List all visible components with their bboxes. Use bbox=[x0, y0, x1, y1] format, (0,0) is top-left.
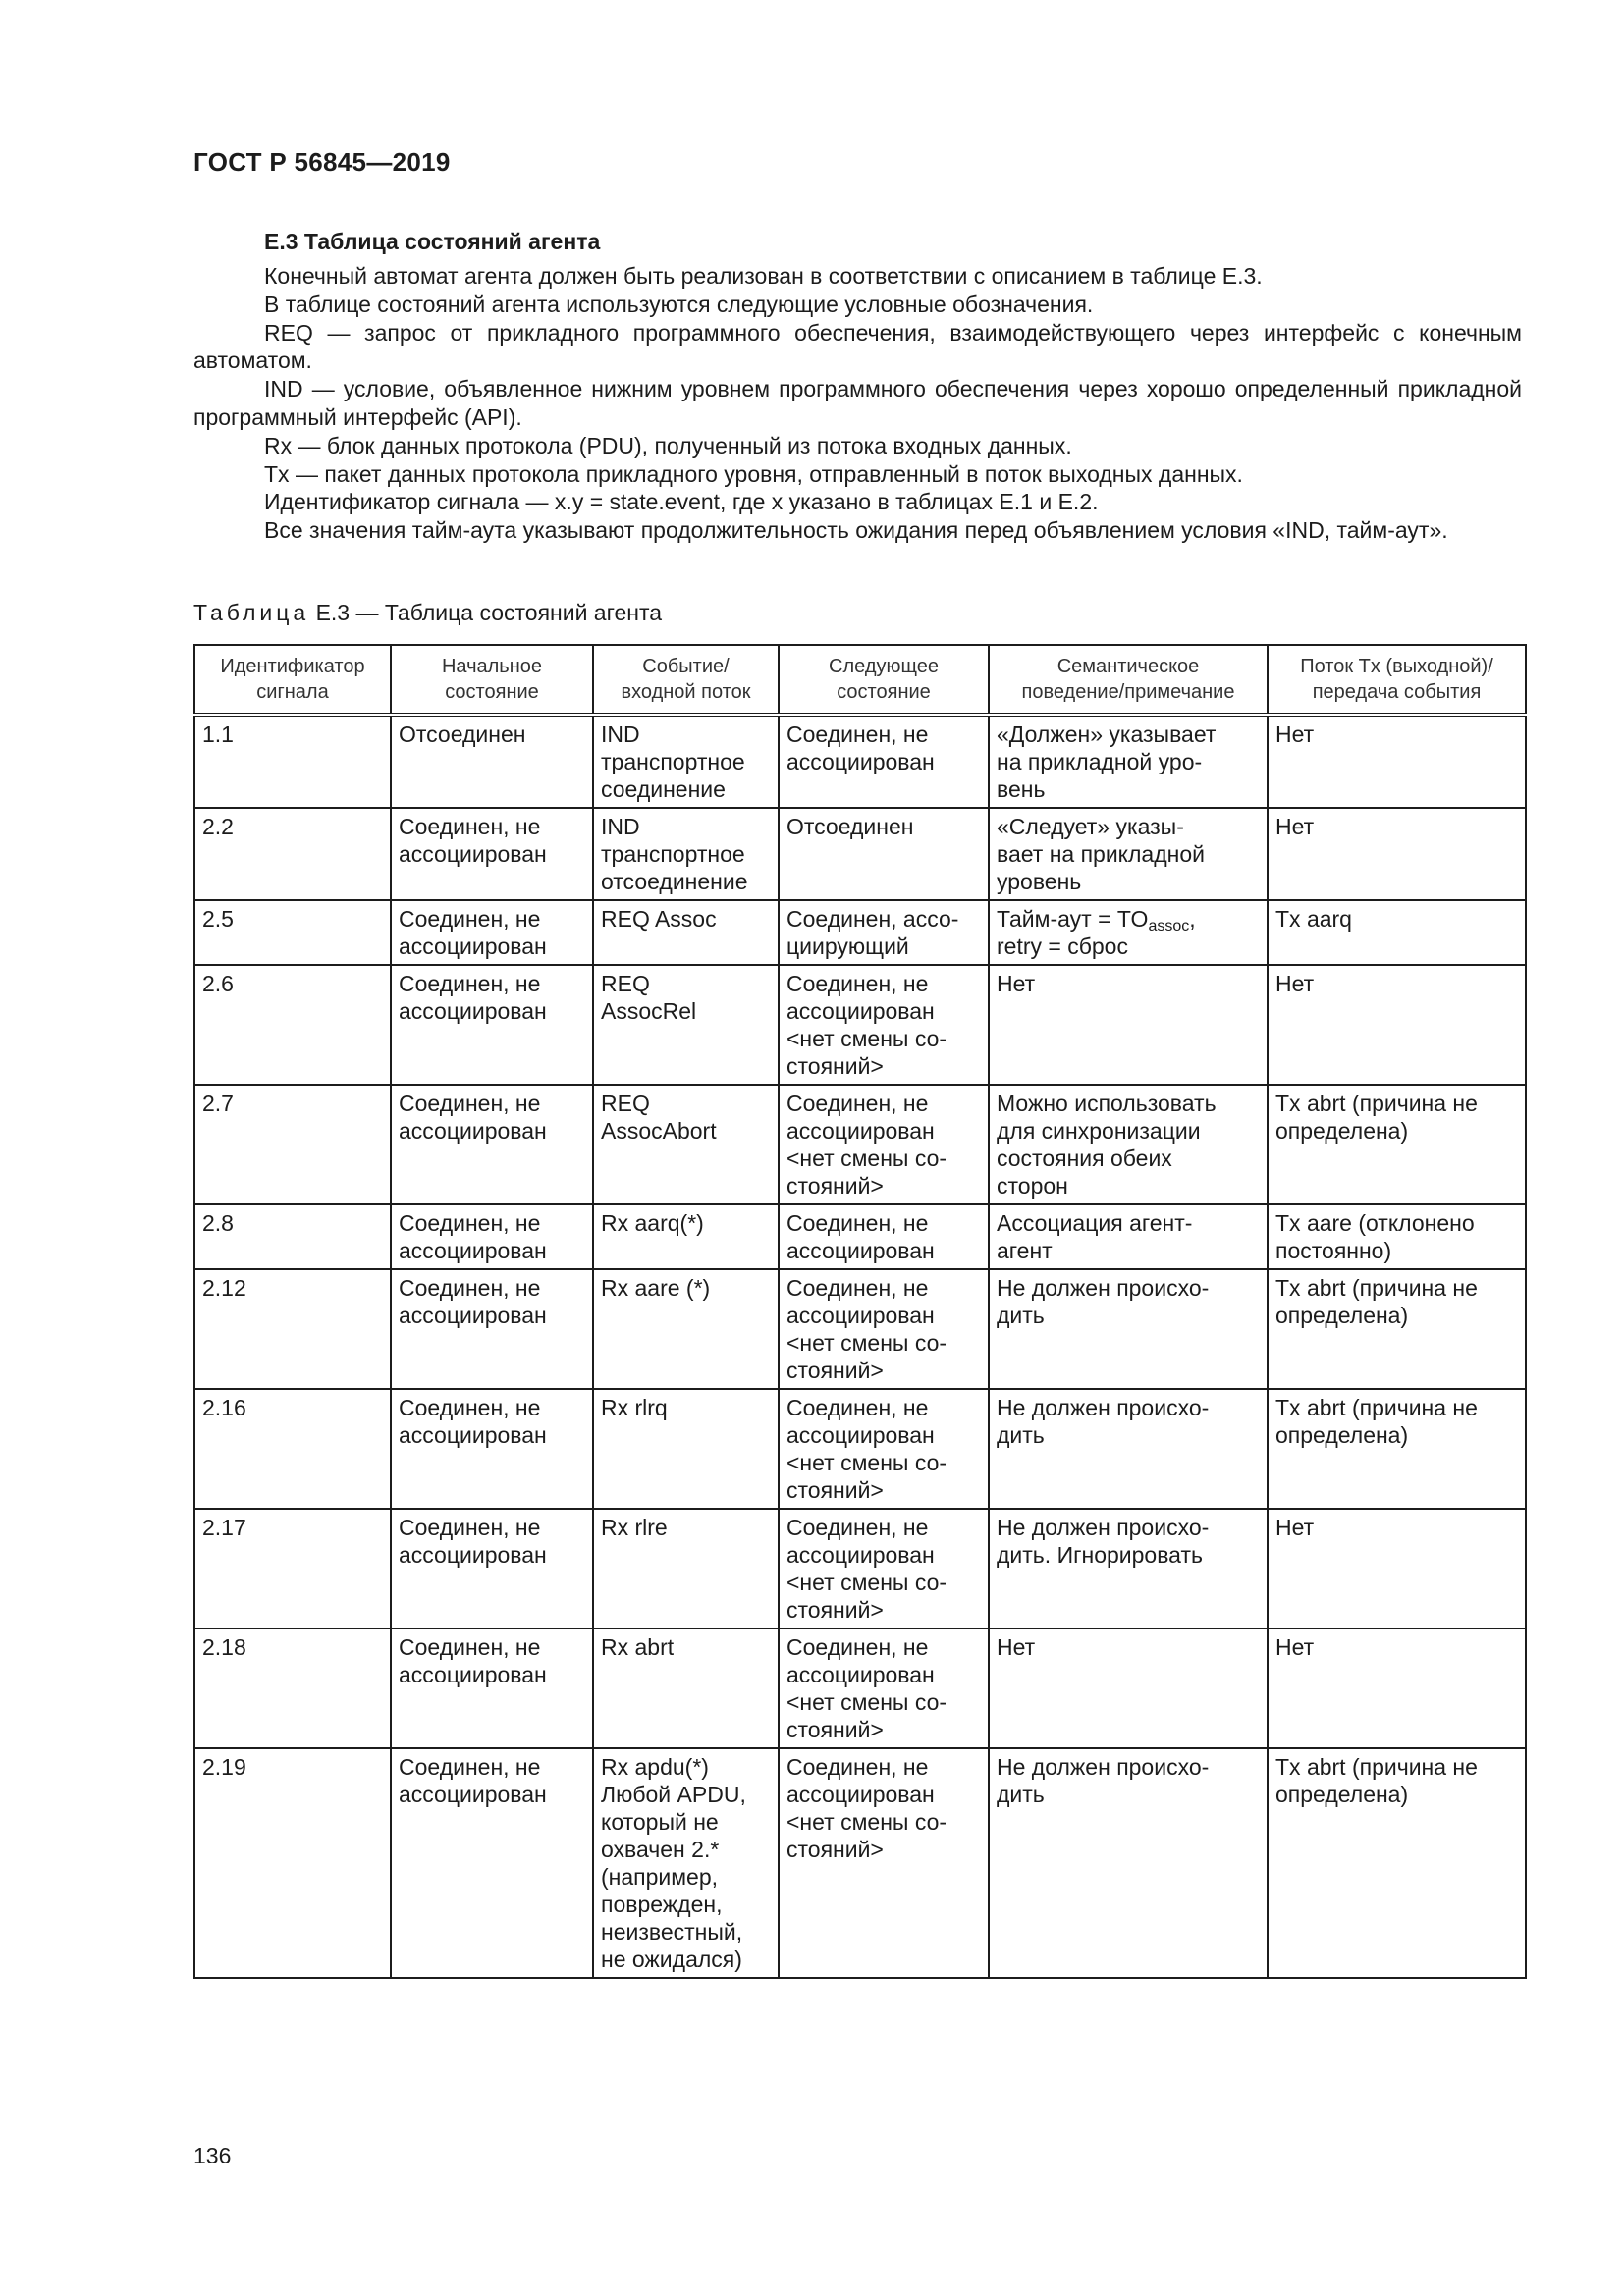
table-cell bbox=[593, 1748, 779, 1978]
cell-line: 2.6 bbox=[202, 971, 234, 996]
cell-line: стояний> bbox=[786, 1717, 884, 1742]
cell-line: ассоциирован bbox=[786, 998, 935, 1024]
table-cell bbox=[593, 1269, 779, 1389]
cell-line: ассоциирован bbox=[786, 1118, 935, 1144]
table-cell bbox=[593, 1085, 779, 1204]
table-cell bbox=[989, 808, 1268, 900]
cell-line: Ассоциация агент- bbox=[997, 1210, 1193, 1236]
cell-line: транспортное bbox=[601, 841, 745, 867]
cell-line: Соединен, не bbox=[399, 1754, 541, 1780]
paragraph: Идентификатор сигнала — x.y = state.event, где x указано в таблицах Е.1 и Е.2. bbox=[264, 489, 1099, 515]
cell-line: охвачен 2.* bbox=[601, 1837, 720, 1862]
cell-line: Соединен, не bbox=[786, 1395, 929, 1420]
cell-line: ассоциирован bbox=[399, 1662, 547, 1687]
cell-line: уровень bbox=[997, 869, 1082, 894]
table-cell bbox=[1268, 1204, 1526, 1269]
cell-line: агент bbox=[997, 1238, 1053, 1263]
table-cell bbox=[194, 900, 391, 965]
cell-line: ассоциирован bbox=[399, 1303, 547, 1328]
table-cell bbox=[194, 1085, 391, 1204]
cell-line: стояний> bbox=[786, 1053, 884, 1079]
column-header-line: Следующее bbox=[829, 656, 939, 677]
cell-line: 2.17 bbox=[202, 1515, 246, 1540]
cell-line: AssocRel bbox=[601, 998, 697, 1024]
cell-line: Соединен, не bbox=[399, 971, 541, 996]
cell-line: для синхронизации bbox=[997, 1118, 1201, 1144]
column-header bbox=[779, 645, 989, 715]
cell-line: постоянно) bbox=[1275, 1238, 1392, 1263]
table-cell bbox=[989, 1389, 1268, 1509]
cell-line: Rx rlrq bbox=[601, 1395, 668, 1420]
table-cell bbox=[1268, 1389, 1526, 1509]
cell-line: ассоциирован bbox=[399, 1422, 547, 1448]
cell-line: Не должен происхо- bbox=[997, 1395, 1210, 1420]
table-cell bbox=[593, 900, 779, 965]
table-cell bbox=[989, 1509, 1268, 1629]
table-cell bbox=[1268, 965, 1526, 1085]
cell-line: Нет bbox=[1275, 971, 1315, 996]
table-cell bbox=[593, 715, 779, 808]
table-cell bbox=[391, 1509, 593, 1629]
table-caption-prefix: Таблица bbox=[193, 600, 310, 625]
column-header-line: Семантическое bbox=[1056, 656, 1200, 677]
cell-line: 2.19 bbox=[202, 1754, 246, 1780]
table-cell bbox=[779, 965, 989, 1085]
column-header-line: Идентификатор bbox=[220, 656, 365, 677]
cell-line: REQ bbox=[601, 971, 650, 996]
table-row bbox=[194, 965, 1526, 1085]
paragraph: Конечный автомат агента должен быть реализован в соответствии с описанием в таблице Е.3. bbox=[264, 263, 1263, 289]
cell-line: Соединен, не bbox=[399, 1210, 541, 1236]
cell-line: Нет bbox=[997, 1634, 1036, 1660]
table-cell bbox=[1268, 1085, 1526, 1204]
paragraph: Rx — блок данных протокола (PDU), полученный из потока входных данных. bbox=[264, 432, 1072, 458]
cell-line: Нет bbox=[1275, 814, 1315, 839]
cell-line: Соединен, не bbox=[786, 1210, 929, 1236]
table-row bbox=[194, 900, 1526, 965]
cell-line: определена) bbox=[1275, 1422, 1409, 1448]
cell-line: транспортное bbox=[601, 749, 745, 774]
cell-line: стояний> bbox=[786, 1477, 884, 1503]
table-cell bbox=[391, 1204, 593, 1269]
cell-line: <нет смены со- bbox=[786, 1146, 947, 1171]
cell-line: AssocAbort bbox=[601, 1118, 717, 1144]
cell-line: циирующий bbox=[786, 934, 909, 959]
section-title: E.3 Таблица состояний агента bbox=[264, 229, 601, 254]
table-cell bbox=[779, 900, 989, 965]
cell-line: стояний> bbox=[786, 1597, 884, 1623]
cell-line: Любой APDU, bbox=[601, 1782, 746, 1807]
table-cell bbox=[779, 715, 989, 808]
cell-line: Rx aarq(*) bbox=[601, 1210, 704, 1236]
column-header bbox=[1268, 645, 1526, 715]
table-cell bbox=[989, 715, 1268, 808]
cell-line: Соединен, не bbox=[786, 1091, 929, 1116]
cell-line: Отсоединен bbox=[399, 721, 526, 747]
cell-line: состояния обеих bbox=[997, 1146, 1172, 1171]
paragraph: REQ — запрос от прикладного программного обеспечения, взаимодействующего через интерфейс с конечным автоматом. bbox=[193, 319, 1522, 374]
cell-line: ассоциирован bbox=[786, 1422, 935, 1448]
table-row bbox=[194, 715, 1526, 808]
table-cell bbox=[1268, 1269, 1526, 1389]
cell-line: Нет bbox=[1275, 1634, 1315, 1660]
cell-line: Соединен, не bbox=[399, 1515, 541, 1540]
cell-line: дить bbox=[997, 1782, 1045, 1807]
table-cell bbox=[593, 808, 779, 900]
table-cell bbox=[391, 1629, 593, 1748]
table-cell bbox=[989, 965, 1268, 1085]
cell-line: отсоединение bbox=[601, 869, 748, 894]
table-cell bbox=[391, 965, 593, 1085]
cell-line: <нет смены со- bbox=[786, 1450, 947, 1475]
cell-line: Нет bbox=[1275, 721, 1315, 747]
table-row bbox=[194, 1389, 1526, 1509]
cell-line: определена) bbox=[1275, 1782, 1409, 1807]
table-cell bbox=[779, 1085, 989, 1204]
table-cell bbox=[194, 1748, 391, 1978]
cell-line: Соединен, не bbox=[399, 814, 541, 839]
table-cell bbox=[989, 900, 1268, 965]
cell-line: соединение bbox=[601, 776, 726, 802]
table-cell bbox=[391, 1269, 593, 1389]
table-cell bbox=[194, 1509, 391, 1629]
table-cell bbox=[194, 1389, 391, 1509]
cell-line: Соединен, не bbox=[786, 1754, 929, 1780]
cell-line: Tx abrt (причина не bbox=[1275, 1275, 1478, 1301]
cell-line: вень bbox=[997, 776, 1046, 802]
cell-line: Соединен, ассо- bbox=[786, 906, 959, 932]
table-cell bbox=[391, 808, 593, 900]
table-cell bbox=[989, 1085, 1268, 1204]
column-header bbox=[194, 645, 391, 715]
table-cell bbox=[779, 1509, 989, 1629]
cell-line: REQ Assoc bbox=[601, 906, 717, 932]
table-cell bbox=[1268, 1629, 1526, 1748]
cell-line: IND bbox=[601, 721, 640, 747]
cell-line: <нет смены со- bbox=[786, 1689, 947, 1715]
cell-line: Соединен, не bbox=[786, 1515, 929, 1540]
cell-line: 2.8 bbox=[202, 1210, 234, 1236]
table-row bbox=[194, 808, 1526, 900]
paragraph: IND — условие, объявленное нижним уровнем программного обеспечения через хорошо определенный прикладной программный интерфейс (API). bbox=[193, 376, 1522, 430]
table-row bbox=[194, 1748, 1526, 1978]
cell-line: <нет смены со- bbox=[786, 1026, 947, 1051]
cell-line: ассоциирован bbox=[399, 841, 547, 867]
table-cell bbox=[593, 1629, 779, 1748]
cell-line: Соединен, не bbox=[399, 1091, 541, 1116]
cell-line: Соединен, не bbox=[786, 1634, 929, 1660]
table-cell bbox=[391, 1085, 593, 1204]
cell-line: Tx abrt (причина не bbox=[1275, 1091, 1478, 1116]
table-cell bbox=[989, 1269, 1268, 1389]
cell-line: «Должен» указывает bbox=[997, 721, 1217, 747]
table-row bbox=[194, 1629, 1526, 1748]
table-row bbox=[194, 1509, 1526, 1629]
table-cell bbox=[194, 1269, 391, 1389]
cell-line: 1.1 bbox=[202, 721, 234, 747]
cell-line: Можно использовать bbox=[997, 1091, 1217, 1116]
cell-line: ассоциирован bbox=[399, 1542, 547, 1568]
cell-line: который не bbox=[601, 1809, 719, 1835]
table-caption-text: Е.3 — Таблица состояний агента bbox=[309, 600, 663, 625]
column-header bbox=[593, 645, 779, 715]
cell-line: Соединен, не bbox=[786, 971, 929, 996]
cell-line: Соединен, не bbox=[786, 1275, 929, 1301]
paragraph: Все значения тайм-аута указывают продолжительность ожидания перед объявлением условия «IND, тайм-аут». bbox=[264, 517, 1448, 544]
cell-line: поврежден, bbox=[601, 1892, 723, 1917]
table-header-row bbox=[194, 645, 1526, 715]
cell-line: Rx abrt bbox=[601, 1634, 675, 1660]
cell-line: «Следует» указы- bbox=[997, 814, 1184, 839]
cell-line: Соединен, не bbox=[399, 1275, 541, 1301]
cell-line: не ожидался) bbox=[601, 1947, 742, 1972]
table-body bbox=[194, 715, 1526, 1978]
cell-line: сторон bbox=[997, 1173, 1068, 1199]
table-cell bbox=[194, 1204, 391, 1269]
cell-line: Tx abrt (причина не bbox=[1275, 1754, 1478, 1780]
column-header-line: входной поток bbox=[621, 681, 751, 703]
table-cell bbox=[1268, 900, 1526, 965]
table-cell bbox=[593, 965, 779, 1085]
table-cell bbox=[391, 715, 593, 808]
cell-line: ассоциирован bbox=[399, 998, 547, 1024]
table-cell bbox=[989, 1748, 1268, 1978]
table-cell bbox=[391, 900, 593, 965]
table-cell bbox=[989, 1629, 1268, 1748]
table-cell bbox=[779, 1389, 989, 1509]
column-header bbox=[391, 645, 593, 715]
cell-line: (например, bbox=[601, 1864, 719, 1890]
page-number: 136 bbox=[193, 2143, 232, 2168]
table-cell bbox=[779, 1629, 989, 1748]
table-row bbox=[194, 1204, 1526, 1269]
cell-line: <нет смены со- bbox=[786, 1809, 947, 1835]
cell-line: ассоциирован bbox=[786, 1238, 935, 1263]
cell-line: ассоциирован bbox=[786, 1303, 935, 1328]
paragraph: Tx — пакет данных протокола прикладного уровня, отправленный в поток выходных данных. bbox=[264, 460, 1243, 487]
table-cell bbox=[593, 1389, 779, 1509]
cell-line: Tx abrt (причина не bbox=[1275, 1395, 1478, 1420]
cell-line: определена) bbox=[1275, 1303, 1409, 1328]
column-header-line: сигнала bbox=[256, 681, 329, 703]
cell-line: Соединен, не bbox=[399, 906, 541, 932]
cell-line: Нет bbox=[1275, 1515, 1315, 1540]
column-header-line: Событие/ bbox=[642, 656, 730, 677]
table-row bbox=[194, 1085, 1526, 1204]
cell-line: дить. Игнорировать bbox=[997, 1542, 1203, 1568]
cell-line: ассоциирован bbox=[399, 1118, 547, 1144]
cell-line: Нет bbox=[997, 971, 1036, 996]
table-cell bbox=[1268, 1748, 1526, 1978]
cell-line: <нет смены со- bbox=[786, 1330, 947, 1356]
cell-line: <нет смены со- bbox=[786, 1570, 947, 1595]
cell-line: Rx aare (*) bbox=[601, 1275, 711, 1301]
cell-line: неизвестный, bbox=[601, 1919, 743, 1945]
cell-line: Тайм-аут = $TO_{assoc}$, bbox=[997, 906, 1196, 934]
table-cell bbox=[194, 965, 391, 1085]
cell-line: дить bbox=[997, 1303, 1045, 1328]
table-cell bbox=[593, 1509, 779, 1629]
cell-line: ассоциирован bbox=[786, 1542, 935, 1568]
cell-line: Не должен происхо- bbox=[997, 1754, 1210, 1780]
cell-line: 2.5 bbox=[202, 906, 234, 932]
state-table bbox=[193, 644, 1527, 1979]
cell-line: Соединен, не bbox=[786, 721, 929, 747]
table-cell bbox=[1268, 808, 1526, 900]
cell-line: определена) bbox=[1275, 1118, 1409, 1144]
document-header: ГОСТ Р 56845—2019 bbox=[193, 147, 451, 177]
cell-line: IND bbox=[601, 814, 640, 839]
table-row bbox=[194, 1269, 1526, 1389]
table-cell bbox=[391, 1748, 593, 1978]
cell-line: на прикладной уро- bbox=[997, 749, 1203, 774]
cell-line: 2.7 bbox=[202, 1091, 234, 1116]
cell-line: стояний> bbox=[786, 1173, 884, 1199]
cell-line: ассоциирован bbox=[786, 1662, 935, 1687]
cell-line: 2.16 bbox=[202, 1395, 246, 1420]
cell-line: ассоциирован bbox=[399, 934, 547, 959]
column-header-line: состояние bbox=[837, 681, 931, 703]
cell-line: 2.12 bbox=[202, 1275, 246, 1301]
column-header-line: Поток Tx (выходной)/ bbox=[1300, 656, 1493, 677]
cell-line: 2.2 bbox=[202, 814, 234, 839]
table-cell bbox=[391, 1389, 593, 1509]
cell-line: ассоциирован bbox=[399, 1238, 547, 1263]
cell-line: 2.18 bbox=[202, 1634, 246, 1660]
table-cell bbox=[779, 1748, 989, 1978]
table-cell bbox=[593, 1204, 779, 1269]
cell-line: вает на прикладной bbox=[997, 841, 1205, 867]
column-header-line: передача события bbox=[1312, 681, 1482, 703]
cell-line: Не должен происхо- bbox=[997, 1275, 1210, 1301]
table-cell bbox=[194, 715, 391, 808]
table-cell bbox=[1268, 1509, 1526, 1629]
column-header-line: Начальное bbox=[441, 656, 543, 677]
table-cell bbox=[989, 1204, 1268, 1269]
cell-line: ассоциирован bbox=[786, 749, 935, 774]
table-cell bbox=[1268, 715, 1526, 808]
cell-line: retry = сброс bbox=[997, 934, 1128, 959]
column-header bbox=[989, 645, 1268, 715]
table-cell bbox=[779, 1269, 989, 1389]
column-header-line: поведение/примечание bbox=[1021, 681, 1235, 703]
table-cell bbox=[194, 1629, 391, 1748]
cell-line: REQ bbox=[601, 1091, 650, 1116]
cell-line: Rx rlre bbox=[601, 1515, 668, 1540]
cell-line: Отсоединен bbox=[786, 814, 914, 839]
table-cell bbox=[194, 808, 391, 900]
cell-line: ассоциирован bbox=[786, 1782, 935, 1807]
cell-line: Tx aarq bbox=[1275, 906, 1352, 932]
body-text bbox=[193, 262, 1522, 545]
table-cell bbox=[779, 808, 989, 900]
cell-line: Tx aare (отклонено bbox=[1275, 1210, 1475, 1236]
table-cell bbox=[779, 1204, 989, 1269]
cell-line: Rx apdu(*) bbox=[601, 1754, 709, 1780]
cell-line: стояний> bbox=[786, 1837, 884, 1862]
cell-line: Не должен происхо- bbox=[997, 1515, 1210, 1540]
cell-line: Соединен, не bbox=[399, 1634, 541, 1660]
table-caption bbox=[193, 600, 662, 626]
cell-line: ассоциирован bbox=[399, 1782, 547, 1807]
cell-line: стояний> bbox=[786, 1358, 884, 1383]
cell-line: дить bbox=[997, 1422, 1045, 1448]
paragraph: В таблице состояний агента используются следующие условные обозначения. bbox=[264, 291, 1094, 317]
column-header-line: состояние bbox=[445, 681, 539, 703]
cell-line: Соединен, не bbox=[399, 1395, 541, 1420]
